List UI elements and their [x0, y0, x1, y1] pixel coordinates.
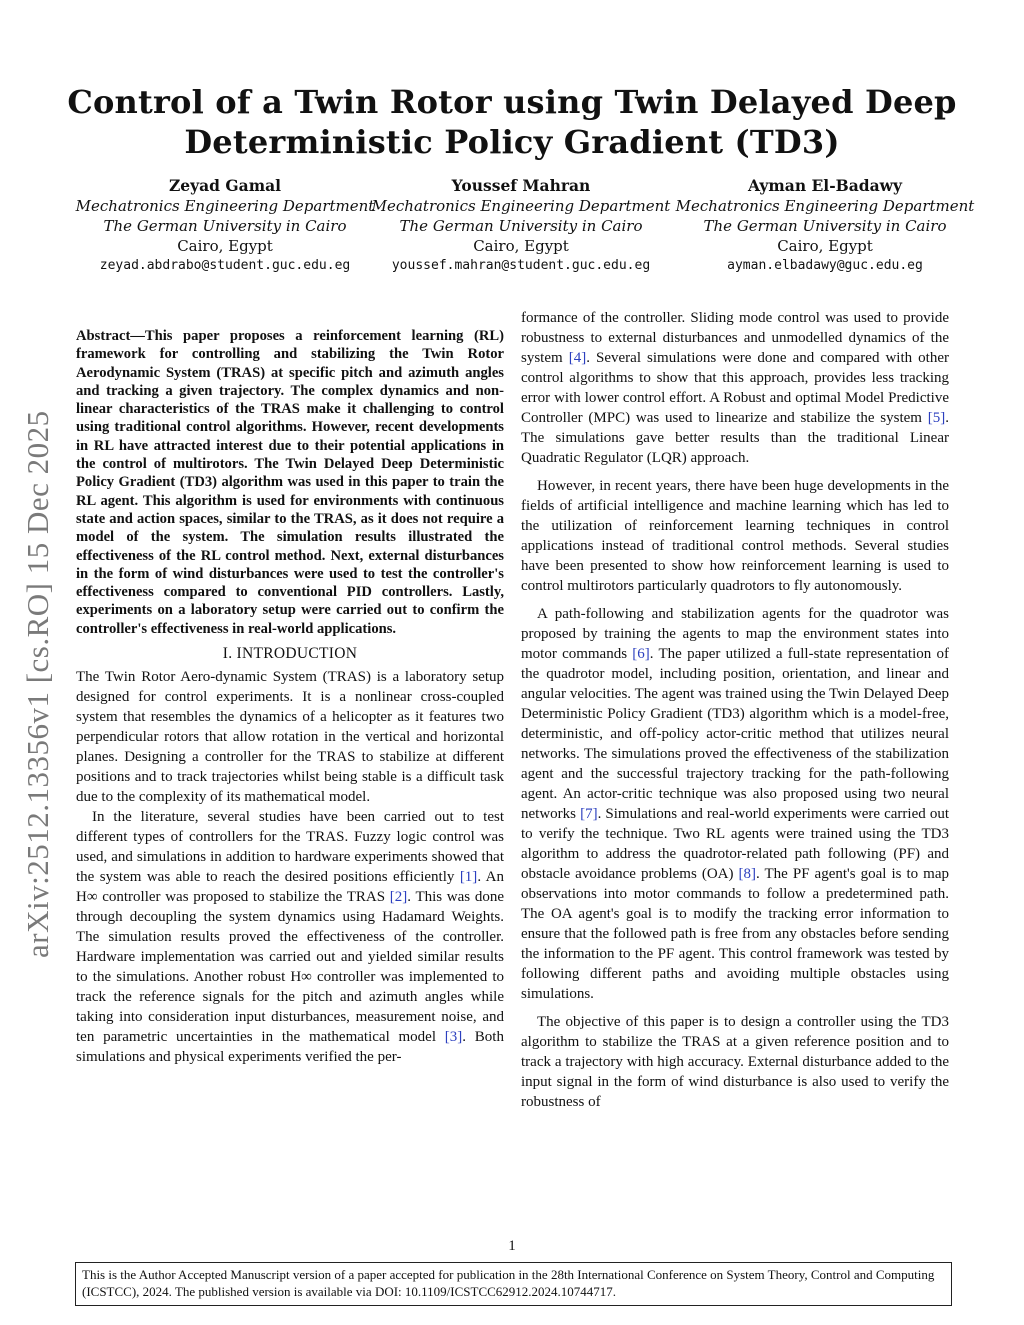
right-column [521, 308, 949, 1112]
author-university: The German University in Cairo [703, 217, 947, 235]
author-2 [366, 176, 676, 276]
citation-link[interactable]: [3] [444, 1029, 463, 1046]
author-dept: Mechatronics Engineering Department [371, 197, 671, 215]
text-run: . Several simulations were done and compared with other control algorithms to show that this approach, provides less tracking error with lower control effort. A Robust and optimal Model Predictive Controller (MPC) was used to linearize and stabilize the system [521, 350, 950, 426]
citation-link[interactable]: [5] [927, 410, 946, 426]
author-name: Ayman El-Badawy [747, 176, 903, 195]
author-1 [70, 176, 380, 276]
author-location: Cairo, Egypt [177, 237, 273, 255]
text-run: . Simulations and real-world experiments were carried out to verify the technique. Two RL agents were trained using the TD3 algorithm to address the quadrotor-related path following (PF) and obstacle avoidance problems (OA) [521, 806, 949, 882]
citation-link[interactable]: [6] [632, 646, 650, 662]
author-dept: Mechatronics Engineering Department [675, 197, 975, 215]
intro-paragraph-3 [521, 308, 949, 468]
text-run: . This was done through decoupling the system dynamics using Hadamard Weights. The simulation results proved the effectiveness of the controller. Hardware implementation was carried out and yielded similar results to the simulations. Another robust H∞ controller was implemented to track the reference signals for the pitch and azimuth angles while taking into consideration input disturbances, measurement noise, and ten parametric uncertainties in the mathematical model [76, 889, 504, 1046]
author-dept: Mechatronics Engineering Department [75, 197, 375, 215]
intro-paragraph-1: The Twin Rotor Aero-dynamic System (TRAS) is a laboratory setup designed for control experiments. It is a nonlinear cross-coupled system that resembles the dynamics of a helicopter as it features two perpendicular rotors that allow rotation in the vertical and horizontal planes. Designing a controller for the TRAS to stabilize at different positions and to track trajectories whilst being stable is a difficult task due to the complexity of its mathematical model. [76, 669, 504, 806]
text-run: . Both simulations and physical experiments verified the per- [76, 1029, 504, 1066]
author-block [70, 176, 974, 276]
intro-paragraph-6: The objective of this paper is to design a controller using the TD3 algorithm to stabilize the TRAS at a given reference position and to track a trajectory with high accuracy. External disturbance added to the input signal in the form of wind disturbance is also used to verify the robustness of [521, 1014, 949, 1110]
text-run: In the literature, several studies have been carried out to test different types of controllers for the TRAS. Fuzzy logic control was used, and simulations in addition to hardware experiments showed that the system was able to reach the desired positions efficiently [76, 809, 504, 886]
intro-paragraph-5 [521, 604, 949, 1004]
citation-link[interactable]: [8] [738, 866, 757, 882]
author-email: zeyad.abdrabo@student.guc.edu.eg [99, 258, 351, 273]
publication-notice: This is the Author Accepted Manuscript version of a paper accepted for publication in the 28th International Conference on System Theory, Control and Computing (ICSTCC), 2024. The published version is available via DOI: 10.1109/ICSTCC62912.2024.10744717. [75, 1262, 952, 1306]
author-location: Cairo, Egypt [473, 237, 569, 255]
author-name: Zeyad Gamal [168, 176, 282, 195]
text-run: . The simulations gave better results than the traditional Linear Quadratic Regulator (LQR) approach. [521, 410, 949, 466]
text-run: A path-following and stabilization agents for the quadrotor was proposed by training the agents to map the environment states into motor commands [521, 606, 949, 662]
author-university: The German University in Cairo [103, 217, 347, 235]
author-3 [670, 176, 980, 276]
text-run: . An H∞ controller was proposed to stabilize the TRAS [76, 869, 504, 906]
intro-paragraph-2 [76, 807, 504, 1067]
author-email: ayman.elbadawy@guc.edu.eg [727, 258, 923, 273]
author-email: youssef.mahran@student.guc.edu.eg [391, 258, 651, 273]
citation-link[interactable]: [2] [389, 889, 408, 906]
section-heading: I. INTRODUCTION [222, 645, 358, 663]
abstract: Abstract—This paper proposes a reinforcement learning (RL) framework for controlling and stabilizing the Twin Rotor Aerodynamic System (TRAS) at specific pitch and azimuth angles and tracking a given trajectory. The complex dynamics and non-linear characteristics of the TRAS make it challenging to control using traditional control algorithms. However, recent developments in RL have attracted interest due to their potential applications in the control of multirotors. The Twin Delayed Deep Deterministic Policy Gradient (TD3) algorithm was used in this paper to train the RL agent. This algorithm is used for environments with continuous state and action spaces, similar to the TRAS, as it does not require a model of the system. The simulation results illustrated the effectiveness of the RL control method. Next, external disturbances in the form of wind disturbances were used to test the controller's effectiveness compared to conventional PID controllers. Lastly, experiments on a laboratory setup were carried out to confirm the controller's effectiveness in real-world applications. [76, 328, 504, 637]
intro-paragraph-4: However, in recent years, there have been huge developments in the fields of artificial intelligence and machine learning which has led to the utilization of reinforcement learning techniques in control applications instead of traditional control methods. Several studies have been presented to show how reinforcement learning is used to control multirotors particularly quadrotors to fly autonomously. [521, 478, 949, 594]
page-number: 1 [508, 1238, 516, 1254]
text-run: formance of the controller. Sliding mode control was used to provide robustness to external disturbances and unmodelled dynamics of the system [521, 310, 949, 366]
author-university: The German University in Cairo [399, 217, 643, 235]
left-column [76, 327, 504, 1067]
paper-title: Control of a Twin Rotor using Twin Delayed Deep Deterministic Policy Gradient (TD3) [67, 83, 957, 161]
author-location: Cairo, Egypt [777, 237, 873, 255]
arxiv-identifier: arXiv:2512.13356v1 [cs.RO] 15 Dec 2025 [20, 410, 55, 958]
text-run: . The PF agent's goal is to map observations into motor commands to follow a predetermined path. The OA agent's goal is to modify the tracking error information to ensure that the followed path is free from any obstacles before sending the information to the PF agent. This control framework was tested by following different paths and avoiding multiple obstacles using simulations. [521, 866, 949, 1002]
author-name: Youssef Mahran [451, 176, 591, 195]
text-run: . The paper utilized a full-state representation of the quadrotor model, including position, orientation, and linear and angular velocities. The agent was trained using the Twin Delayed Deep Deterministic Policy Gradient (TD3) algorithm which is a model-free, deterministic, and off-policy actor-critic method that utilizes neural networks. The simulations proved the effectiveness of the stabilization agent and the successful trajectory tracking for the path-following agent. An actor-critic technique was also proposed using two neural networks [521, 646, 949, 822]
citation-link[interactable]: [1] [459, 869, 478, 886]
citation-link[interactable]: [7] [580, 806, 598, 822]
citation-link[interactable]: [4] [568, 350, 587, 366]
